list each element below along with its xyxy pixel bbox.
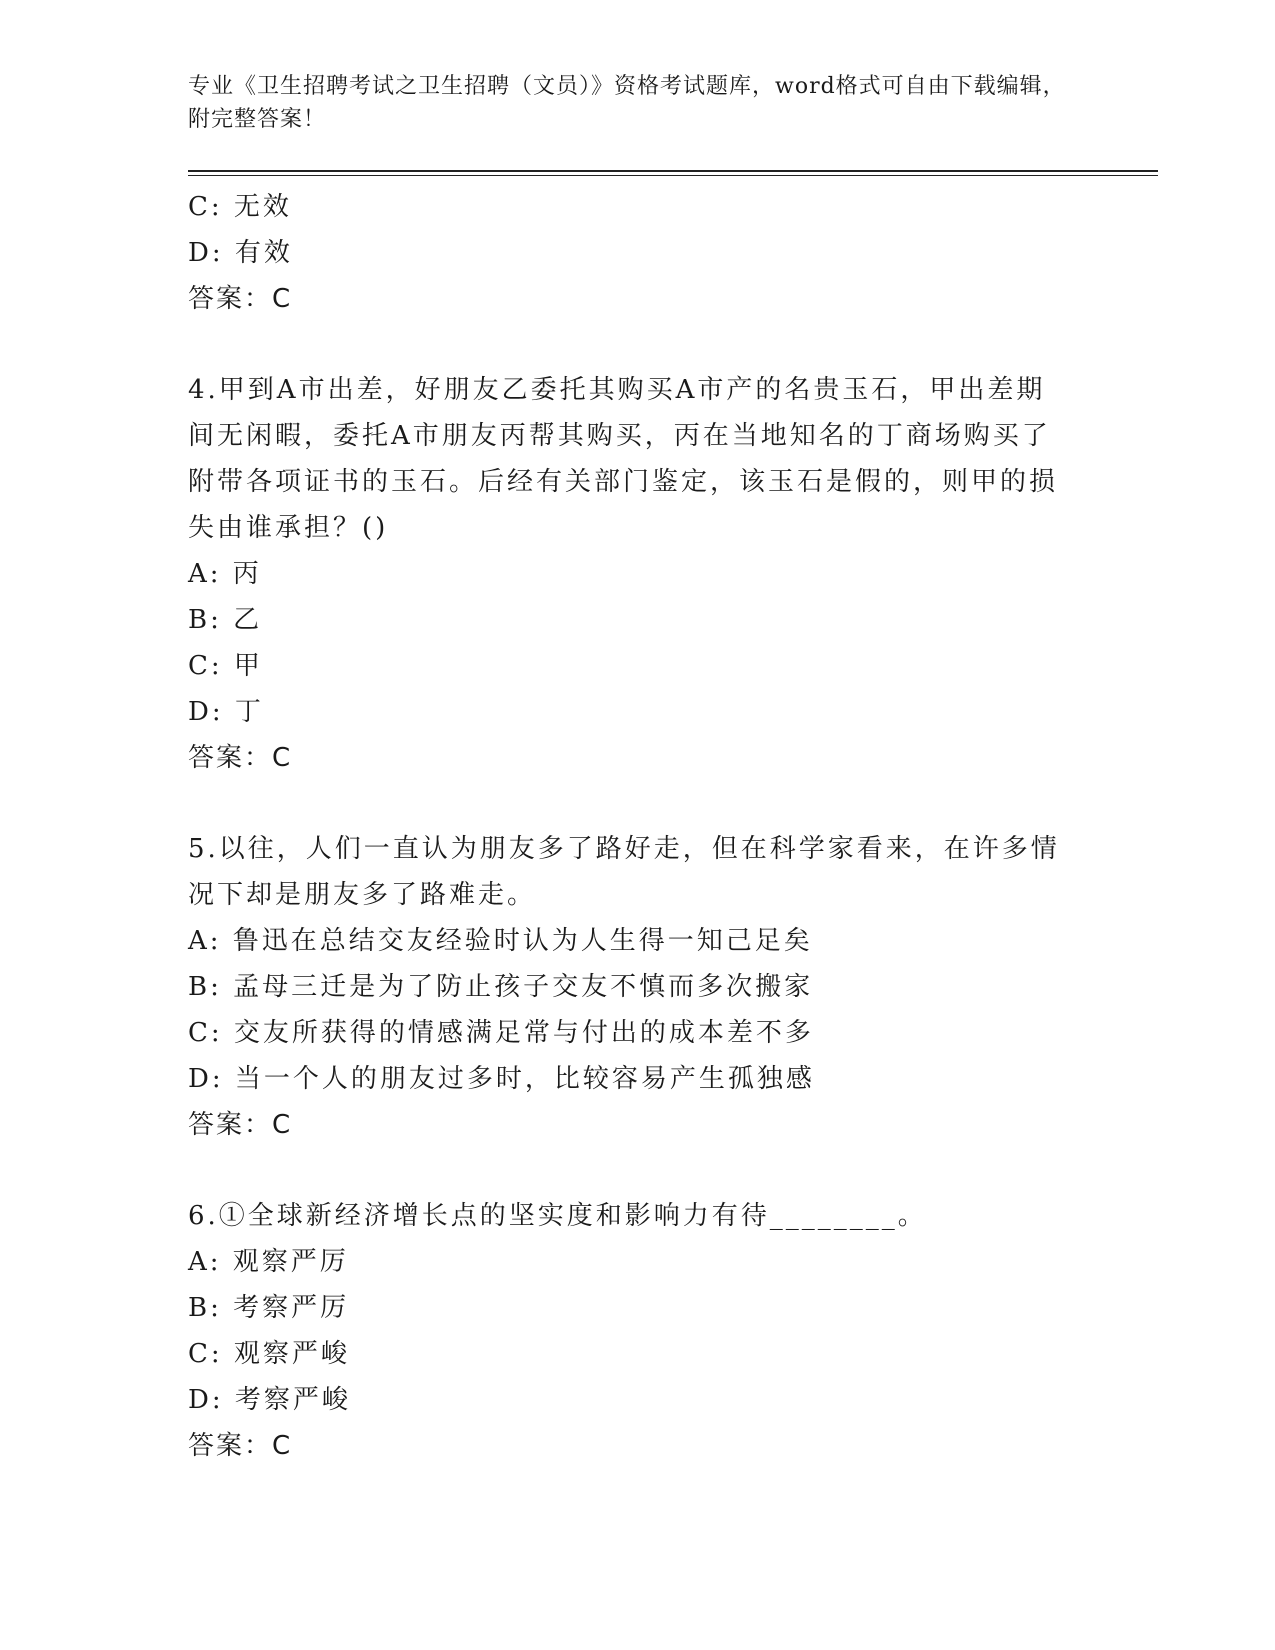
question-content [188, 184, 1158, 1469]
header-divider-thick [188, 170, 1158, 172]
stem-line: 失由谁承担？() [188, 513, 389, 543]
stem-line: 附带各项证书的玉石。后经有关部门鉴定，该玉石是假的，则甲的损 [188, 467, 1059, 497]
option-d: D: 丁 [188, 697, 264, 727]
option-a: A: 鲁迅在总结交友经验时认为人生得一知己足矣 [188, 926, 813, 956]
question-stem [188, 367, 1158, 551]
stem-line: 5.以往，人们一直认为朋友多了路好走，但在科学家看来，在许多情 [188, 834, 1060, 864]
stem-line: 4.甲到A市出差，好朋友乙委托其购买A市产的名贵玉石，甲出差期 [188, 375, 1046, 405]
option-b: B: 孟母三迁是为了防止孩子交友不慎而多次搬家 [188, 972, 814, 1002]
question-6 [188, 1193, 1158, 1469]
question-spacer [188, 322, 1158, 367]
header-divider-thin [188, 175, 1158, 176]
question-4 [188, 367, 1158, 781]
question-stem [188, 826, 1158, 918]
option-d: D: 考察严峻 [188, 1385, 351, 1415]
stem-line: 6.①全球新经济增长点的坚实度和影响力有待________。 [188, 1201, 927, 1231]
question-3-continued [188, 184, 1158, 322]
option-a: A: 丙 [188, 559, 262, 589]
stem-line: 间无闲暇，委托A市朋友丙帮其购买，丙在当地知名的丁商场购买了 [188, 421, 1051, 451]
option-c: C: 无效 [188, 192, 292, 222]
question-spacer [188, 1148, 1158, 1193]
question-stem [188, 1193, 1158, 1239]
question-5 [188, 826, 1158, 1148]
answer-line: 答案：C [188, 1110, 293, 1140]
option-d: D: 当一个人的朋友过多时，比较容易产生孤独感 [188, 1064, 815, 1094]
option-c: C: 观察严峻 [188, 1339, 350, 1369]
question-spacer [188, 781, 1158, 826]
answer-line: 答案：C [188, 743, 293, 773]
option-b: B: 考察严厉 [188, 1293, 350, 1323]
option-c: C: 交友所获得的情感满足常与付出的成本差不多 [188, 1018, 814, 1048]
option-b: B: 乙 [188, 605, 263, 635]
option-c: C: 甲 [188, 651, 263, 681]
document-page [188, 70, 1158, 1469]
option-a: A: 观察严厉 [188, 1247, 349, 1277]
document-header-title: 专业《卫生招聘考试之卫生招聘（文员）》资格考试题库，word格式可自由下载编辑，附完整答案！ [188, 74, 1066, 132]
answer-line: 答案：C [188, 284, 293, 314]
answer-line: 答案：C [188, 1431, 293, 1461]
stem-line: 况下却是朋友多了路难走。 [188, 880, 537, 910]
option-d: D: 有效 [188, 238, 293, 268]
